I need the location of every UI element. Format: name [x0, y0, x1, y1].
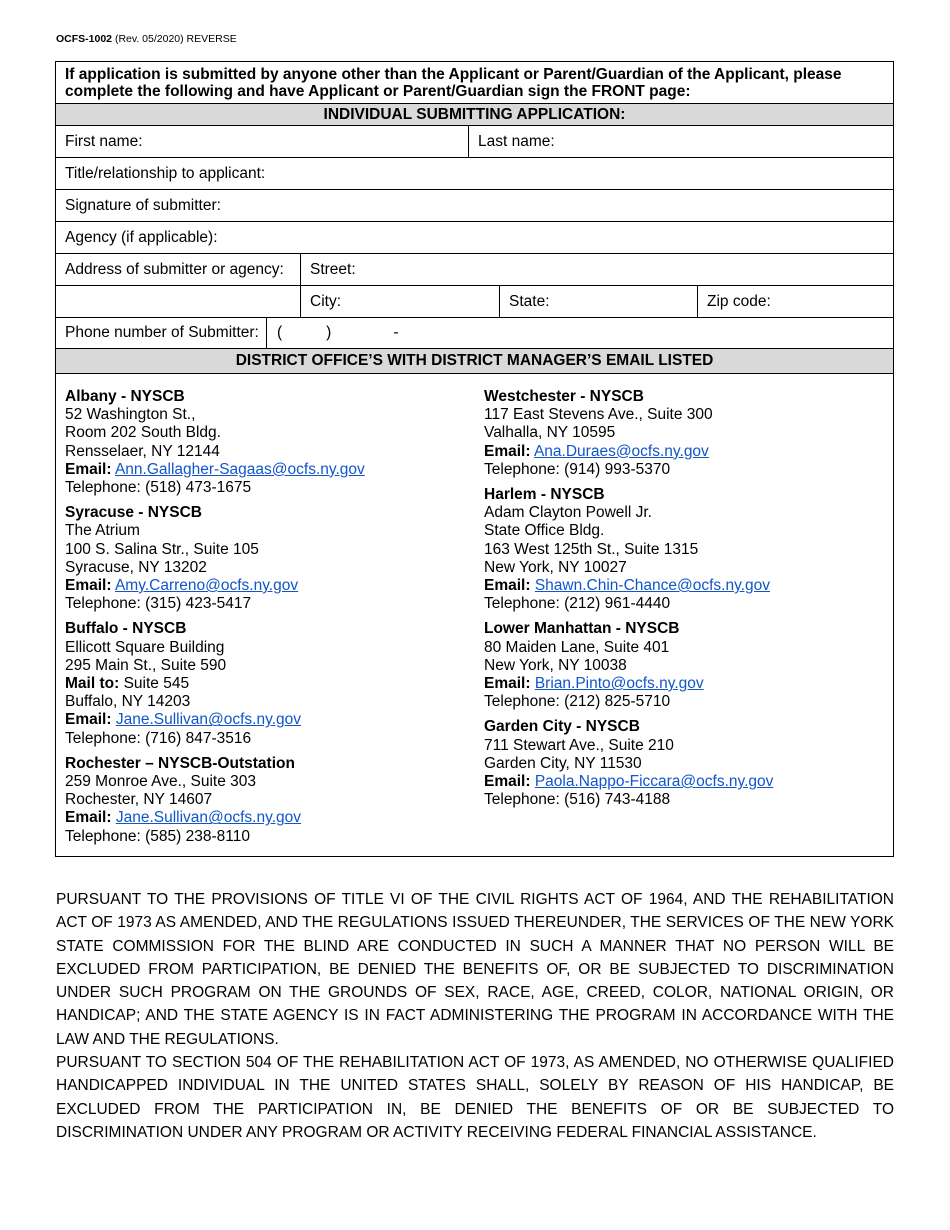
signature-field[interactable] — [56, 190, 893, 222]
agency-label: Agency (if applicable): — [65, 228, 218, 246]
office-name: Rochester – NYSCB-Outstation — [65, 754, 295, 772]
form-code: OCFS-1002 — [56, 33, 113, 45]
last-name-label: Last name: — [478, 132, 555, 150]
state-label: State: — [509, 292, 550, 310]
legal-paragraph: PURSUANT TO SECTION 504 OF THE REHABILITATION ACT OF 1973, AS AMENDED, NO OTHERWISE QUALIFIED HANDICAPPED INDIVIDUAL IN THE UNITED STATES SHALL, SOLELY BY REASON OF HIS HANDICAP, BE EXCLUDED FROM THE PARTICIPATION IN, BE DENIED THE BENEFITS OF OR BE SUBJECTED TO DISCRIMINATION UNDER ANY PROGRAM OR ACTIVITY RECEIVING FEDERAL FINANCIAL ASSISTANCE. — [56, 1054, 894, 1141]
office-email — [65, 461, 465, 479]
submitter-heading: INDIVIDUAL SUBMITTING APPLICATION: — [56, 104, 893, 126]
office-name: Syracuse - NYSCB — [65, 504, 202, 522]
office-email — [65, 711, 465, 729]
office-address-line: 80 Maiden Lane, Suite 401 — [484, 638, 670, 656]
email-link[interactable]: Ann.Gallagher-Sagaas@ocfs.ny.gov — [114, 460, 365, 478]
office-name: Buffalo - NYSCB — [65, 620, 187, 638]
office-block — [484, 388, 884, 479]
office-block — [65, 620, 465, 747]
title-field[interactable] — [56, 158, 893, 190]
email-link[interactable]: Amy.Carreno@ocfs.ny.gov — [114, 577, 299, 595]
email-link[interactable]: Jane.Sullivan@ocfs.ny.gov — [115, 711, 302, 729]
address-row — [56, 254, 893, 286]
phone-close-paren: ) — [326, 324, 332, 341]
submitter-form — [55, 61, 894, 857]
email-link[interactable]: Shawn.Chin-Chance@ocfs.ny.gov — [534, 577, 770, 595]
phone-dash: - — [393, 324, 399, 341]
office-address-line: Adam Clayton Powell Jr. — [484, 504, 652, 522]
office-block — [484, 486, 884, 613]
office-email — [65, 809, 465, 827]
email-label: Email: — [65, 460, 112, 478]
office-phone: Telephone: (516) 743-4188 — [484, 791, 671, 809]
address-label: Address of submitter or agency: — [65, 260, 284, 278]
agency-field[interactable] — [56, 222, 893, 254]
office-address-line: Valhalla, NY 10595 — [484, 424, 616, 442]
office-block — [65, 504, 465, 613]
email-label: Email: — [484, 773, 531, 791]
office-phone: Telephone: (914) 993-5370 — [484, 460, 671, 478]
office-name: Albany - NYSCB — [65, 388, 185, 405]
office-email — [484, 577, 884, 595]
office-address-line: 259 Monroe Ave., Suite 303 — [65, 773, 257, 791]
email-label: Email: — [484, 442, 531, 460]
city-label: City: — [310, 292, 341, 310]
mail-to-value: Suite 545 — [123, 675, 190, 693]
name-row — [56, 126, 893, 158]
office-address-line: New York, NY 10027 — [484, 558, 627, 576]
phone-field[interactable] — [266, 318, 893, 348]
office-email — [484, 443, 884, 461]
office-mail-to — [65, 675, 465, 693]
office-address-line: 163 West 125th St., Suite 1315 — [484, 540, 699, 558]
email-label: Email: — [65, 577, 112, 595]
last-name-field[interactable] — [468, 126, 893, 157]
office-phone: Telephone: (585) 238-8110 — [65, 827, 250, 845]
zip-label: Zip code: — [707, 292, 771, 310]
office-address-line: 117 East Stevens Ave., Suite 300 — [484, 406, 713, 424]
street-field[interactable] — [300, 254, 893, 285]
office-address-line: State Office Bldg. — [484, 522, 605, 540]
office-address-line: Room 202 South Bldg. — [65, 424, 221, 442]
office-phone: Telephone: (315) 423-5417 — [65, 595, 252, 613]
office-address-line: 52 Washington St., — [65, 406, 196, 424]
zip-field[interactable] — [697, 286, 893, 317]
office-address-line: Rensselaer, NY 12144 — [65, 442, 220, 460]
office-email — [484, 773, 884, 791]
city-field[interactable] — [300, 286, 499, 317]
office-block — [65, 755, 465, 846]
office-phone: Telephone: (212) 961-4440 — [484, 595, 671, 613]
email-link[interactable]: Ana.Duraes@ocfs.ny.gov — [533, 442, 709, 460]
title-label: Title/relationship to applicant: — [65, 164, 266, 182]
office-address-line: The Atrium — [65, 522, 140, 540]
office-address-line: Garden City, NY 11530 — [484, 754, 642, 772]
email-link[interactable]: Jane.Sullivan@ocfs.ny.gov — [115, 809, 302, 827]
phone-label: Phone number of Submitter: — [65, 324, 259, 341]
signature-label: Signature of submitter: — [65, 196, 221, 214]
office-email — [65, 577, 465, 595]
first-name-label: First name: — [65, 132, 143, 150]
offices-right-column — [484, 388, 884, 816]
office-phone: Telephone: (212) 825-5710 — [484, 693, 671, 711]
address-blank — [56, 286, 300, 317]
office-phone: Telephone: (518) 473-1675 — [65, 479, 252, 497]
mail-to-label: Mail to: — [65, 675, 120, 693]
legal-paragraph: PURSUANT TO THE PROVISIONS OF TITLE VI OF THE CIVIL RIGHTS ACT OF 1964, AND THE REHABILITATION ACT OF 1973 AS AMENDED, AND THE REGULATIONS ISSUED THEREUNDER, THE SERVICES OF THE NEW YORK STATE COMMISSION FOR THE BLIND ARE CONDUCTED IN SUCH A MANNER THAT NO PERSON WILL BE EXCLUDED FROM PARTICIPATION, BE DENIED THE BENEFITS OF, OR BE SUBJECTED TO DISCRIMINATION UNDER SUCH PROGRAM ON THE GROUNDS OF SEX, RACE, AGE, CREED, COLOR, NATIONAL ORIGIN, OR HANDICAP; AND THE STATE AGENCY IS IN FACT ADMINISTERING THE PROGRAM IN ACCORDANCE WITH THE LAW AND THE REGULATIONS. — [56, 891, 894, 1048]
street-label: Street: — [310, 260, 356, 278]
office-address-line: New York, NY 10038 — [484, 656, 627, 674]
office-name: Westchester - NYSCB — [484, 388, 644, 405]
office-name: Harlem - NYSCB — [484, 486, 605, 504]
office-address-line: Ellicott Square Building — [65, 638, 225, 656]
first-name-field[interactable] — [56, 126, 468, 157]
office-address-line: Buffalo, NY 14203 — [65, 693, 191, 711]
email-label: Email: — [65, 711, 112, 729]
email-label: Email: — [65, 809, 112, 827]
form-id — [56, 33, 237, 45]
email-label: Email: — [484, 577, 531, 595]
office-name: Garden City - NYSCB — [484, 718, 640, 736]
office-address-line: 100 S. Salina Str., Suite 105 — [65, 540, 259, 558]
office-address-line: Syracuse, NY 13202 — [65, 558, 207, 576]
office-block — [484, 718, 884, 809]
district-heading: DISTRICT OFFICE’S WITH DISTRICT MANAGER’S EMAIL LISTED — [56, 349, 893, 374]
phone-row — [56, 318, 893, 349]
city-state-zip-row — [56, 286, 893, 318]
form-rev: (Rev. 05/2020) REVERSE — [114, 33, 237, 45]
email-label: Email: — [484, 675, 531, 693]
state-field[interactable] — [499, 286, 697, 317]
office-block — [484, 620, 884, 711]
office-email — [484, 675, 884, 693]
phone-open-paren: ( — [277, 324, 283, 341]
legal-notice — [56, 888, 894, 1144]
district-offices — [56, 374, 893, 856]
office-address-line: Rochester, NY 14607 — [65, 791, 213, 809]
intro-text: If application is submitted by anyone other than the Applicant or Parent/Guardian of the Applicant, please complete the following and have Applicant or Parent/Guardian sign the FRONT page: — [56, 62, 893, 104]
office-name: Lower Manhattan - NYSCB — [484, 620, 680, 638]
offices-left-column — [65, 388, 465, 853]
email-link[interactable]: Brian.Pinto@ocfs.ny.gov — [534, 675, 704, 693]
office-phone: Telephone: (716) 847-3516 — [65, 729, 252, 747]
office-address-line: 711 Stewart Ave., Suite 210 — [484, 736, 674, 754]
email-link[interactable]: Paola.Nappo-Ficcara@ocfs.ny.gov — [534, 773, 774, 791]
office-address-line: 295 Main St., Suite 590 — [65, 656, 227, 674]
office-block — [65, 388, 465, 497]
